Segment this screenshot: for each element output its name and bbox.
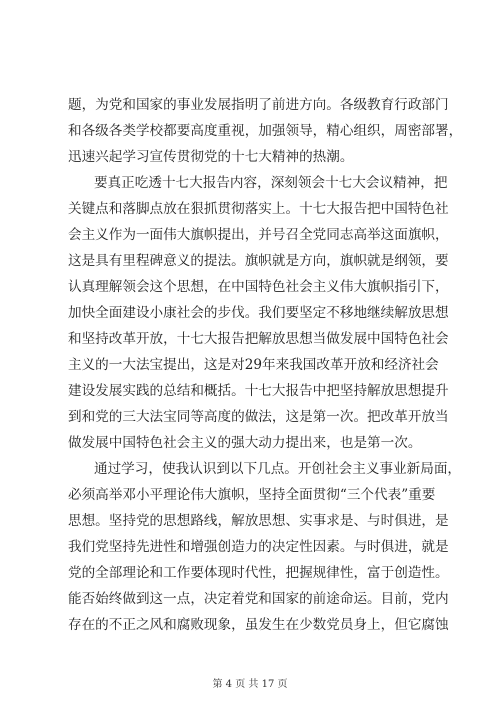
text-line: 到和党的三大法宝同等高度的做法，这是第一次。把改革开放当 bbox=[68, 409, 449, 425]
text-line: 必须高举邓小平理论伟大旗帜，坚持全面贯彻“三个代表”重要 bbox=[68, 487, 436, 503]
text-line: 题，为党和国家的事业发展指明了前进方向。各级教育行政部门 bbox=[68, 97, 449, 113]
text-line: 和坚持改革开放，十七大报告把解放思想当做发展中国特色社会 bbox=[68, 331, 449, 347]
text-line: 主义的一大法宝提出，这是对29年来我国改革开放和经济社会 bbox=[68, 357, 439, 373]
text-line: 存在的不正之风和腐败现象，虽发生在少数党员身上，但它腐蚀 bbox=[68, 617, 449, 633]
text-line: 党的全部理论和工作要体现时代性，把握规律性，富于创造性。 bbox=[68, 565, 449, 581]
text-line: 关键点和落脚点放在狠抓贯彻落实上。十七大报告把中国特色社 bbox=[68, 201, 449, 217]
text-line: 迅速兴起学习宣传贯彻党的十七大精神的热潮。 bbox=[68, 149, 354, 165]
text-line: 我们党坚持先进性和增强创造力的决定性因素。与时俱进，就是 bbox=[68, 539, 449, 555]
text-line: 和各级各类学校都要高度重视，加强领导，精心组织，周密部署， bbox=[68, 123, 463, 139]
text-line: 思想。坚持党的思想路线，解放思想、实事求是、与时俱进，是 bbox=[68, 513, 449, 529]
text-line: 建设发展实践的总结和概括。十七大报告中把坚持解放思想提升 bbox=[68, 383, 449, 399]
text-line: 要真正吃透十七大报告内容，深刻领会十七大会议精神，把 bbox=[94, 175, 448, 191]
page-number-footer: 第 4 页 共 17 页 bbox=[212, 679, 288, 690]
text-line: 加快全面建设小康社会的步伐。我们要坚定不移地继续解放思想 bbox=[68, 305, 449, 321]
text-line: 认真理解领会这个思想，在中国特色社会主义伟大旗帜指引下， bbox=[68, 279, 449, 295]
text-line: 通过学习，使我认识到以下几点。开创社会主义事业新局面， bbox=[94, 461, 462, 477]
text-line: 能否始终做到这一点，决定着党和国家的前途命运。目前，党内 bbox=[68, 591, 449, 607]
text-line: 这是具有里程碑意义的提法。旗帜就是方向，旗帜就是纲领，要 bbox=[68, 253, 449, 269]
text-line: 做发展中国特色社会主义的强大动力提出来，也是第一次。 bbox=[68, 435, 422, 451]
text-line: 会主义作为一面伟大旗帜提出，并号召全党同志高举这面旗帜， bbox=[68, 227, 449, 243]
